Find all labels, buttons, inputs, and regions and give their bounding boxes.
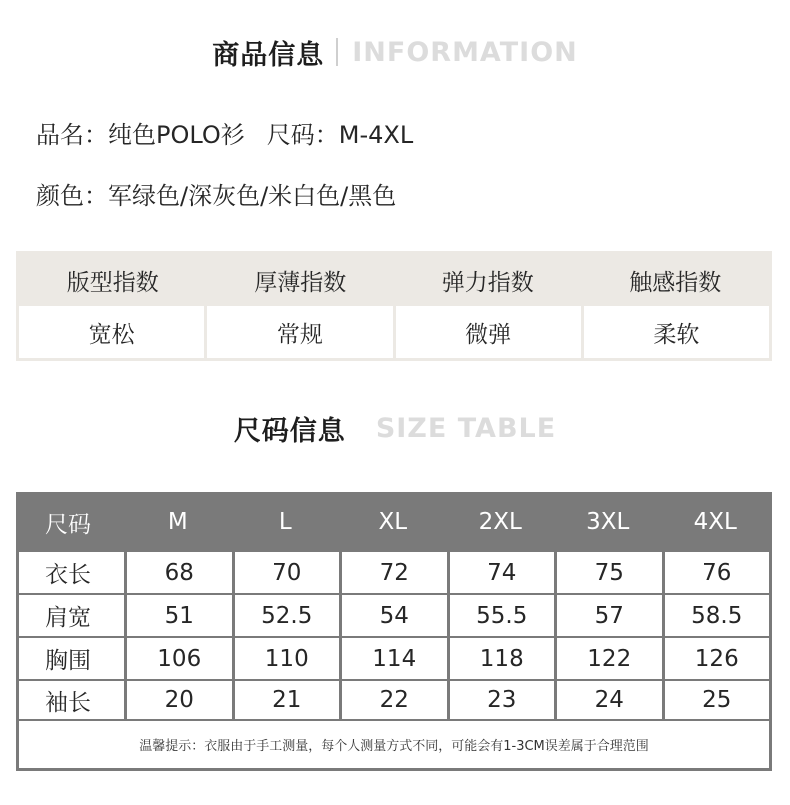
index-value-cell: 微弹 xyxy=(393,306,581,358)
table-cell: 122 xyxy=(557,638,662,679)
measurement-note: 温馨提示：衣服由于手工测量，每个人测量方式不同，可能会有1-3CM误差属于合理范围 xyxy=(19,721,769,768)
table-cell: 24 xyxy=(557,681,662,719)
table-row xyxy=(19,595,769,636)
color-line xyxy=(36,176,396,211)
table-cell: 21 xyxy=(235,681,340,719)
table-cell: 106 xyxy=(127,638,232,679)
table-cell: 70 xyxy=(235,552,340,593)
table-cell: 72 xyxy=(342,552,447,593)
heading-divider xyxy=(336,38,338,66)
size-header-cell: 2XL xyxy=(478,509,522,535)
table-row xyxy=(19,638,769,679)
index-value-cell: 常规 xyxy=(204,306,392,358)
product-info-title: 商品信息 xyxy=(212,39,325,71)
size-range-value: M-4XL xyxy=(338,121,414,149)
table-cell: 68 xyxy=(127,552,232,593)
row-label: 肩宽 xyxy=(19,595,124,636)
size-range-label: 尺码： xyxy=(266,121,339,149)
row-label: 袖长 xyxy=(19,681,124,719)
table-cell: 54 xyxy=(342,595,447,636)
table-cell: 58.5 xyxy=(665,595,770,636)
table-cell: 23 xyxy=(450,681,555,719)
table-cell: 57 xyxy=(557,595,662,636)
index-header-row xyxy=(19,254,769,306)
table-cell: 25 xyxy=(665,681,770,719)
table-cell: 110 xyxy=(235,638,340,679)
size-header-cell: L xyxy=(278,509,292,535)
index-header-cell: 弹力指数 xyxy=(441,269,534,296)
table-cell: 114 xyxy=(342,638,447,679)
table-cell: 52.5 xyxy=(235,595,340,636)
index-header-cell: 版型指数 xyxy=(66,269,159,296)
size-header-cell: XL xyxy=(378,509,408,535)
table-cell: 74 xyxy=(450,552,555,593)
index-value-cell: 宽松 xyxy=(88,321,135,348)
product-name-line xyxy=(36,115,413,150)
color-value: 军绿色/深灰色/米白色/黑色 xyxy=(108,182,397,210)
size-corner-label: 尺码 xyxy=(45,511,91,538)
fabric-index-table xyxy=(16,251,772,361)
table-row xyxy=(19,552,769,593)
size-info-title: 尺码信息 xyxy=(233,415,346,447)
table-cell: 126 xyxy=(665,638,770,679)
table-cell: 22 xyxy=(342,681,447,719)
size-header-cell: 4XL xyxy=(693,509,737,535)
index-value-cell: 柔软 xyxy=(581,306,769,358)
row-label: 衣长 xyxy=(19,552,124,593)
index-header-cell: 厚薄指数 xyxy=(254,269,347,296)
size-info-title-en: SIZE TABLE xyxy=(375,412,557,444)
index-value-row xyxy=(19,306,769,358)
size-header-cell: M xyxy=(167,509,188,535)
product-name-value: 纯色POLO衫 xyxy=(108,121,245,149)
size-header-row xyxy=(19,495,769,549)
table-row xyxy=(19,681,769,719)
table-cell: 20 xyxy=(127,681,232,719)
table-cell: 76 xyxy=(665,552,770,593)
table-cell: 118 xyxy=(450,638,555,679)
product-name-label: 品名： xyxy=(36,121,108,149)
size-header-cell: 3XL xyxy=(586,509,630,535)
row-label: 胸围 xyxy=(19,638,124,679)
size-table xyxy=(16,492,772,771)
table-cell: 75 xyxy=(557,552,662,593)
size-info-heading xyxy=(0,408,790,448)
product-info-heading xyxy=(0,32,790,72)
table-cell: 51 xyxy=(127,595,232,636)
color-label: 颜色： xyxy=(36,182,108,210)
product-info-title-en: INFORMATION xyxy=(352,36,578,68)
table-cell: 55.5 xyxy=(450,595,555,636)
index-header-cell: 触感指数 xyxy=(629,269,722,296)
